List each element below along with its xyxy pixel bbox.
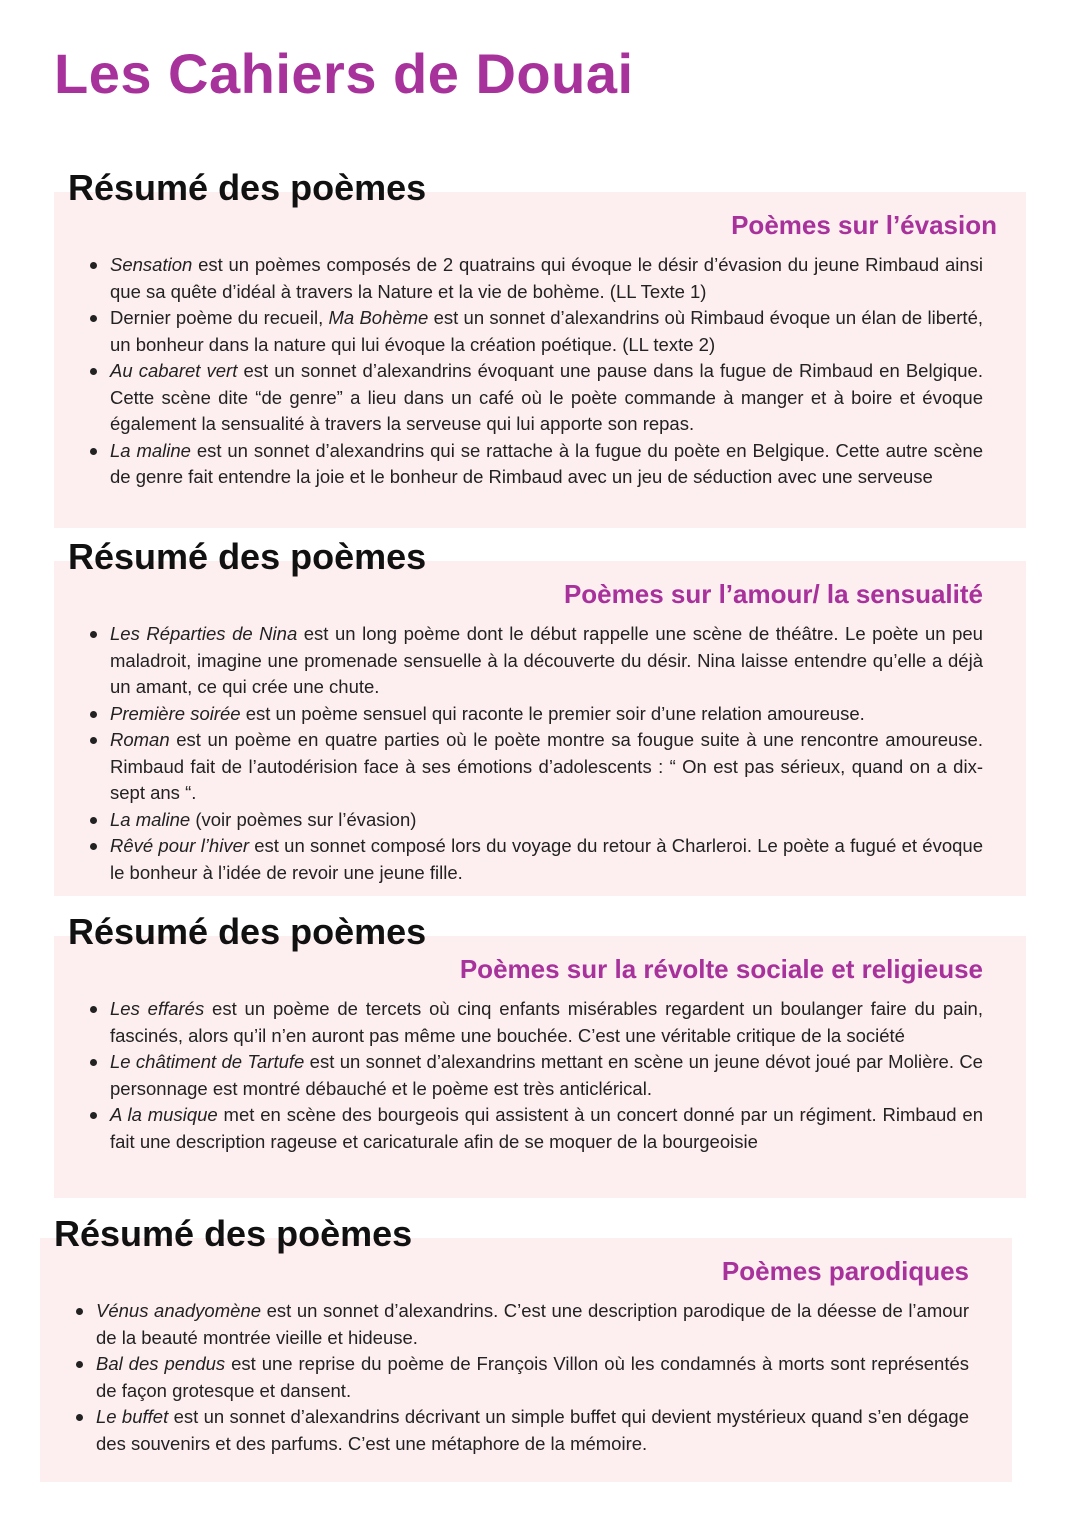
section-heading: Résumé des poèmes (54, 1213, 413, 1254)
item-description: est un poème en quatre parties où le poète montre sa fougue suite à une rencontre amoureuse. Rimbaud fait de l’autodérision face à ses émotions d’adolescents : “ On est pas sérieux, quand on a dix-sept ans “. (110, 729, 983, 803)
list-item (90, 1049, 983, 1102)
list-item (90, 1102, 983, 1155)
section-subtitle: Poèmes sur l’évasion (731, 210, 997, 240)
page-title: Les Cahiers de Douai (54, 42, 634, 105)
list-item (76, 1404, 969, 1457)
poem-title: Bal des pendus (96, 1353, 226, 1374)
list-item (90, 358, 983, 438)
poem-title: Le châtiment de Tartufe (110, 1051, 305, 1072)
list-item (90, 727, 983, 807)
poem-title: La maline (110, 808, 191, 830)
section-revolte (54, 911, 1026, 1198)
bullet-list (90, 996, 983, 1155)
section-subtitle: Poèmes sur la révolte sociale et religieuse (459, 954, 983, 984)
item-description: (voir poèmes sur l’évasion) (190, 808, 417, 830)
item-description: est un poème sensuel qui raconte le premier soir d’une relation amoureuse. (240, 702, 865, 724)
item-description: est un poème de tercets où cinq enfants misérables regardent un boulanger faire du pain, fascinés, alors qu’il n’en auront pas même une bouchée. C’est une véritable critique de la société (110, 998, 983, 1046)
item-description: est un sonnet d’alexandrins où Rimbaud évoque un élan de liberté, un bonheur dans la nature qui lui évoque la création poétique. (LL texte 2) (110, 307, 984, 355)
item-description: est un sonnet d’alexandrins mettant en scène un jeune dévot joué par Molière. Ce personnage est montré débauché et le poème est très anticlérical. (110, 1051, 983, 1099)
item-description: est un poèmes composés de 2 quatrains qui évoque le désir d’évasion du jeune Rimbaud ainsi que sa quête d’idéal à travers la Nature et la vie de bohème. (LL Texte 1) (110, 254, 983, 302)
list-item (90, 807, 983, 834)
list-item (90, 438, 983, 491)
poem-title: Roman (110, 729, 170, 750)
list-item (76, 1351, 969, 1404)
section-heading: Résumé des poèmes (68, 536, 427, 577)
item-description: est un sonnet d’alexandrins évoquant une pause dans la fugue de Rimbaud en Belgique. Cette scène dite “de genre” a lieu dans un café où le poète commande à manger et à boire et évoque également la sensualité à travers la serveuse qui lui apporte son repas. (110, 360, 983, 434)
item-description: est un sonnet d’alexandrins décrivant un simple buffet qui devient mystérieux quand s’en dégage des souvenirs et des parfums. C’est une métaphore de la mémoire. (96, 1406, 969, 1454)
section-heading: Résumé des poèmes (68, 167, 427, 208)
poem-title: Le buffet (96, 1406, 169, 1427)
section-evasion (54, 167, 1026, 528)
list-item (90, 701, 983, 728)
bullet-list (90, 252, 983, 491)
list-item (90, 252, 983, 305)
poem-title: Sensation (110, 254, 193, 275)
poem-title: Au cabaret vert (110, 360, 238, 381)
poem-title: Première soirée (110, 702, 241, 724)
item-description: est un long poème dont le début rappelle une scène de théâtre. Le poète un peu maladroit, imagine une promenade sensuelle à la découverte du désir. Nina laisse entendre qu’elle a déjà un amant, ce qui crée une chute. (110, 623, 983, 697)
poem-title: Les Réparties de Nina (110, 623, 298, 644)
list-item (90, 996, 983, 1049)
item-description: est un sonnet d’alexandrins qui se rattache à la fugue du poète en Belgique. Cette autre scène de genre fait entendre la joie et le bonheur de Rimbaud avec un jeu de séduction avec une serveuse (110, 439, 984, 487)
poem-title: Les effarés (110, 998, 205, 1019)
poem-title: A la musique (110, 1104, 218, 1125)
section-subtitle: Poèmes parodiques (721, 1256, 969, 1286)
poem-title: Rêvé pour l’hiver (110, 835, 250, 856)
list-item (90, 833, 983, 886)
bullet-list (90, 621, 983, 886)
poem-title: Vénus anadyomène (96, 1300, 261, 1321)
list-item (90, 621, 983, 701)
poem-title: Ma Bohème (328, 307, 429, 328)
item-description: est une reprise du poème de François Villon où les condamnés à morts sont représentés de façon grotesque et dansent. (96, 1353, 969, 1401)
item-description: est un sonnet composé lors du voyage du retour à Charleroi. Le poète a fugué et évoque le bonheur à l’idée de revoir une jeune fille. (110, 835, 983, 883)
section-heading: Résumé des poèmes (68, 911, 427, 952)
list-item (90, 305, 983, 358)
section-amour (54, 536, 1026, 896)
item-description: est un sonnet d’alexandrins. C’est une description parodique de la déesse de l’amour de la beauté montrée vieille et hideuse. (96, 1300, 969, 1348)
bullet-list (76, 1298, 969, 1457)
list-item (76, 1298, 969, 1351)
section-subtitle: Poèmes sur l’amour/ la sensualité (563, 579, 983, 609)
item-description: met en scène des bourgeois qui assistent à un concert donné par un régiment. Rimbaud en fait une description rageuse et caricaturale afin de se moquer de la bourgeoisie (110, 1104, 983, 1152)
section-parodiques (40, 1213, 1012, 1482)
poem-title: La maline (110, 439, 191, 461)
item-before: Dernier poème du recueil, (110, 307, 329, 328)
